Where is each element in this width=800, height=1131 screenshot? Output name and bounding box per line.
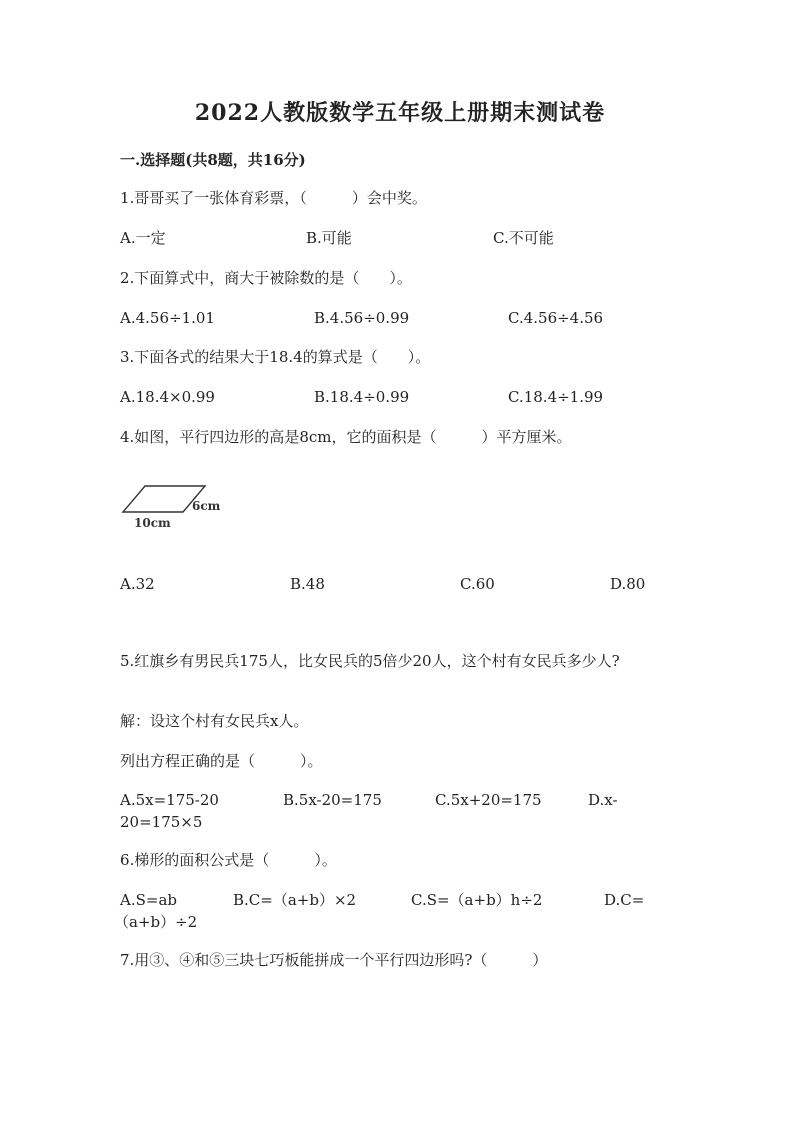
q5-option-d-continued: 20=175×5 [120, 813, 203, 831]
q2-option-b: B.4.56÷0.99 [314, 309, 410, 327]
q6-option-d-continued: （a+b）÷2 [114, 913, 198, 931]
figure-side-label: 6cm [192, 499, 221, 513]
question-5: 5.红旗乡有男民兵175人，比女民兵的5倍少20人，这个村有女民兵多少人? [120, 652, 620, 670]
q3-option-c: C.18.4÷1.99 [508, 388, 604, 406]
q6-option-c: C.S=（a+b）h÷2 [411, 891, 543, 909]
q5-option-d: D.x- [588, 791, 618, 809]
q4-option-b: B.48 [290, 575, 325, 593]
q5-option-a: A.5x=175-20 [120, 791, 219, 809]
q6-option-b: B.C=（a+b）×2 [233, 891, 357, 909]
figure-base-label: 10cm [134, 516, 171, 530]
question-7: 7.用③、④和⑤三块七巧板能拼成一个平行四边形吗?（ ） [120, 951, 548, 969]
question-6: 6.梯形的面积公式是（ ）。 [120, 851, 337, 869]
q5-option-b: B.5x-20=175 [283, 791, 382, 809]
q3-option-a: A.18.4×0.99 [120, 388, 215, 406]
q5-solution: 解：设这个村有女民兵x人。 [120, 712, 309, 730]
q2-option-c: C.4.56÷4.56 [508, 309, 604, 327]
question-3: 3.下面各式的结果大于18.4的算式是（ ）。 [120, 348, 431, 366]
q1-option-c: C.不可能 [493, 229, 554, 247]
q4-option-d: D.80 [610, 575, 646, 593]
page-title: 2022人教版数学五年级上册期末测试卷 [194, 100, 606, 126]
section-heading: 一.选择题(共8题，共16分) [120, 151, 306, 169]
q5-prompt: 列出方程正确的是（ ）。 [120, 752, 323, 770]
q1-option-a: A.一定 [120, 229, 166, 247]
question-2: 2.下面算式中，商大于被除数的是（ ）。 [120, 269, 412, 287]
q1-option-b: B.可能 [306, 229, 352, 247]
question-1: 1.哥哥买了一张体育彩票，（ ）会中奖。 [120, 189, 427, 207]
q2-option-a: A.4.56÷1.01 [120, 309, 215, 327]
q4-option-a: A.32 [120, 575, 155, 593]
q3-option-b: B.18.4÷0.99 [314, 388, 410, 406]
parallelogram-figure [118, 478, 238, 534]
q4-option-c: C.60 [460, 575, 495, 593]
q6-option-d: D.C= [604, 891, 645, 909]
q6-option-a: A.S=ab [120, 891, 177, 909]
question-4: 4.如图，平行四边形的高是8cm，它的面积是（ ）平方厘米。 [120, 428, 572, 446]
q5-option-c: C.5x+20=175 [435, 791, 542, 809]
